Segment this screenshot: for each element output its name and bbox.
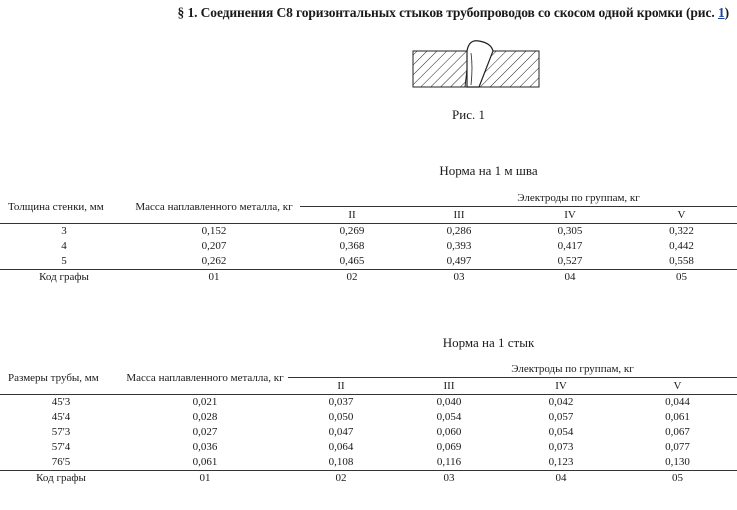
cell: 57'4 <box>51 441 71 453</box>
cell: 03 <box>443 472 455 484</box>
cell: 0,130 <box>618 455 737 471</box>
cell: 05 <box>672 472 684 484</box>
cell: 0,064 <box>328 441 354 453</box>
cell: 0,060 <box>436 426 462 438</box>
cell: 0,057 <box>548 411 574 423</box>
cell: 3 <box>61 225 67 237</box>
cell: 76'5 <box>0 455 122 471</box>
cell: 0,054 <box>548 426 574 438</box>
cell: 0,417 <box>557 240 583 252</box>
table-row <box>0 410 737 425</box>
cell: 0,269 <box>339 225 365 237</box>
cell: 0,036 <box>192 441 218 453</box>
cell: 0,465 <box>300 254 404 270</box>
cell: 0,061 <box>122 455 288 471</box>
code-label: Код графы <box>39 271 89 283</box>
cell: 0,305 <box>557 225 583 237</box>
table2-group-iii: III <box>394 378 504 395</box>
cell: 01 <box>208 271 220 283</box>
table-row <box>0 239 737 254</box>
cell: 05 <box>676 271 688 283</box>
table1-group-v: V <box>626 207 737 224</box>
table-row <box>0 440 737 455</box>
cell: 0,152 <box>201 225 227 237</box>
cell: 0,050 <box>328 411 354 423</box>
table-row <box>0 224 737 240</box>
table1 <box>0 190 737 285</box>
table1-group-ii: II <box>300 207 404 224</box>
cell: 0,558 <box>626 254 737 270</box>
cell: 0,108 <box>288 455 394 471</box>
cell: 0,061 <box>665 411 690 423</box>
cell: 0,322 <box>669 225 694 237</box>
table1-group-iv: IV <box>514 207 626 224</box>
cell: 0,027 <box>192 426 218 438</box>
cell: 0,368 <box>339 240 365 252</box>
table2-group-header: Электроды по группам, кг <box>288 361 737 378</box>
cell: 04 <box>564 271 576 283</box>
figure-link[interactable]: 1 <box>717 5 725 20</box>
table2-group-ii: II <box>288 378 394 395</box>
heading-text: § 1. Соединения С8 горизонтальных стыков трубопроводов со скосом одной кромки (рис. <box>177 5 715 20</box>
cell: 0,073 <box>548 441 574 453</box>
cell: 0,442 <box>669 240 694 252</box>
table2-col1-header: Размеры трубы, мм <box>0 361 122 395</box>
cell: 0,393 <box>446 240 472 252</box>
cell: 0,207 <box>201 240 227 252</box>
cell: 0,077 <box>665 441 690 453</box>
table1-title: Норма на 1 м шва <box>439 163 538 178</box>
table1-group-header: Электроды по группам, кг <box>300 190 737 207</box>
cell: 4 <box>61 240 67 252</box>
heading-close: ) <box>724 5 729 20</box>
cell: 0,262 <box>128 254 300 270</box>
table-row <box>0 425 737 440</box>
cell: 0,040 <box>436 396 462 408</box>
cell: 0,123 <box>504 455 618 471</box>
table2 <box>0 361 737 486</box>
cell: 0,067 <box>665 426 690 438</box>
table1-group-iii: III <box>404 207 514 224</box>
cell: 02 <box>346 271 358 283</box>
cell: 45'3 <box>51 396 71 408</box>
code-label: Код графы <box>36 472 86 484</box>
cell: 0,042 <box>548 396 574 408</box>
cell: 0,037 <box>328 396 354 408</box>
cell: 0,069 <box>436 441 462 453</box>
table2-group-v: V <box>618 378 737 395</box>
cell: 57'3 <box>51 426 71 438</box>
table-row <box>0 254 737 270</box>
figure-caption: Рис. 1 <box>452 107 485 122</box>
table2-title: Норма на 1 стык <box>442 335 535 350</box>
table2-code-row <box>0 471 737 487</box>
cell: 45'4 <box>51 411 71 423</box>
table2-group-iv: IV <box>504 378 618 395</box>
cell: 01 <box>199 472 211 484</box>
table2-col2-header: Масса наплавленного металла, кг <box>122 361 288 395</box>
cell: 0,044 <box>665 396 690 408</box>
cell: 04 <box>555 472 567 484</box>
cell: 0,116 <box>394 455 504 471</box>
cell: 0,527 <box>514 254 626 270</box>
cell: 5 <box>0 254 128 270</box>
table-row <box>0 395 737 411</box>
cell: 0,286 <box>446 225 472 237</box>
cell: 0,497 <box>404 254 514 270</box>
weld-joint-diagram <box>411 37 541 95</box>
cell: 02 <box>335 472 347 484</box>
cell: 0,054 <box>436 411 462 423</box>
cell: 0,047 <box>328 426 354 438</box>
table1-col1-header: Толщина стенки, мм <box>0 190 128 224</box>
table1-code-row <box>0 270 737 286</box>
cell: 03 <box>453 271 465 283</box>
table1-col2-header: Масса наплавленного металла, кг <box>128 190 300 224</box>
cell: 0,021 <box>192 396 218 408</box>
table-row <box>0 455 737 471</box>
section-heading <box>0 5 729 21</box>
cell: 0,028 <box>192 411 218 423</box>
